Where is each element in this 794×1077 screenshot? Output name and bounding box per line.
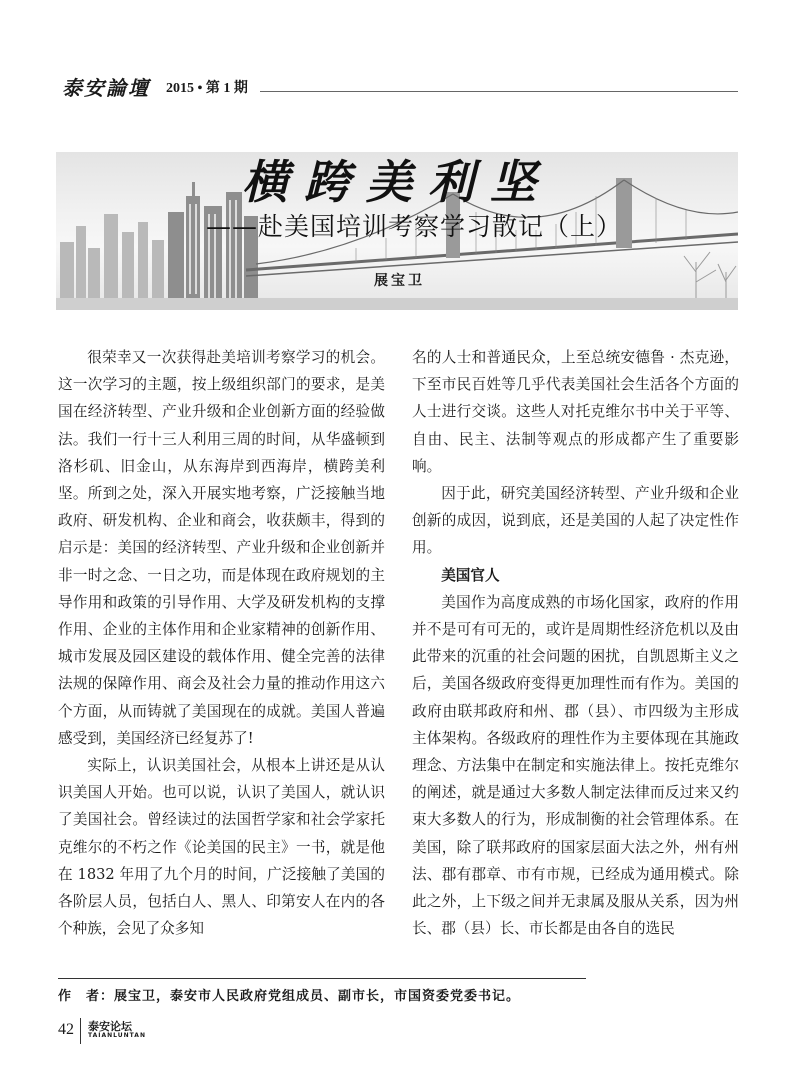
page-number: 42 (58, 1021, 74, 1038)
article-subtitle: ——赴美国培训考察学习散记（上） (206, 212, 623, 241)
author-footnote: 作 者：展宝卫，泰安市人民政府党组成员、副市长，市国资委党委书记。 (58, 989, 521, 1004)
journal-name: 泰安論壇 (62, 76, 150, 100)
header-rule (260, 91, 738, 92)
section-heading: 美国官人 (441, 566, 500, 584)
footer-brand: 泰安论坛 (88, 1020, 132, 1033)
issue-number: 2015 • 第 1 期 (166, 81, 248, 96)
article-title: 横跨美利坚 (242, 155, 552, 209)
left-column (58, 344, 385, 942)
footer-divider (80, 1018, 81, 1044)
title-banner (56, 152, 738, 310)
article-author: 展宝卫 (374, 273, 425, 289)
footer-brand-pinyin: TAIANLUNTAN (88, 1032, 146, 1039)
body-paragraph: 实际上，认识美国社会，从根本上讲还是从认识美国人开始。也可以说，认识了美国人，就认识了美国社会。曾经读过的法国哲学家和社会学家托克维尔的不朽之作《论美国的民主》一书，就是他在 1832 年用了九个月的时间，广泛接触了美国的各阶层人员，包括白人、黑人、印第安人在内的各个种族，会见了众多知 (58, 757, 385, 938)
footnote-rule (58, 978, 586, 979)
running-header (62, 72, 738, 100)
body-paragraph: 很荣幸又一次获得赴美培训考察学习的机会。这一次学习的主题，按上级组织部门的要求，是美国在经济转型、产业升级和企业创新方面的经验做法。我们一行十三人利用三周的时间，从华盛顿到洛杉矶、旧金山，从东海岸到西海岸，横跨美利坚。所到之处，深入开展实地考察，广泛接触当地政府、研发机构、企业和商会，收获颇丰，得到的启示是：美国的经济转型、产业升级和企业创新并非一时之念、一日之功，而是体现在政府规划的主导作用和政策的引导作用、大学及研发机构的支撑作用、企业的主体作用和企业家精神的创新作用、城市发展及园区建设的载体作用、健全完善的法律法规的保障作用、商会及社会力量的推动作用这六个方面，从而铸就了美国现在的成就。美国人普遍感受到，美国经济已经复苏了! (58, 349, 385, 747)
body-paragraph: 因于此，研究美国经济转型、产业升级和企业创新的成因，说到底，还是美国的人起了决定性作用。 (412, 485, 739, 557)
right-column (412, 344, 739, 942)
body-paragraph: 名的人士和普通民众，上至总统安德鲁 · 杰克逊，下至市民百姓等几乎代表美国社会生活各个方面的人士进行交谈。这些人对托克维尔书中关于平等、自由、民主、法制等观点的形成都产生了重要影响。 (412, 349, 739, 475)
body-paragraph: 美国作为高度成熟的市场化国家，政府的作用并不是可有可无的，或许是周期性经济危机以及由此带来的沉重的社会问题的困扰，自凯恩斯主义之后，美国各级政府变得更加理性而有作为。美国的政府由联邦政府和州、郡（县）、市四级为主形成主体架构。各级政府的理性作为主要体现在其施政理念、方法集中在制定和实施法律上。按托克维尔的阐述，就是通过大多数人制定法律而反过来又约束大多数人的行为，形成制衡的社会管理体系。在美国，除了联邦政府的国家层面大法之外，州有州法、郡有郡章、市有市规，已经成为通用模式。除此之外，上下级之间并无隶属及服从关系，因为州长、郡（县）长、市长都是由各自的选民 (412, 593, 739, 938)
